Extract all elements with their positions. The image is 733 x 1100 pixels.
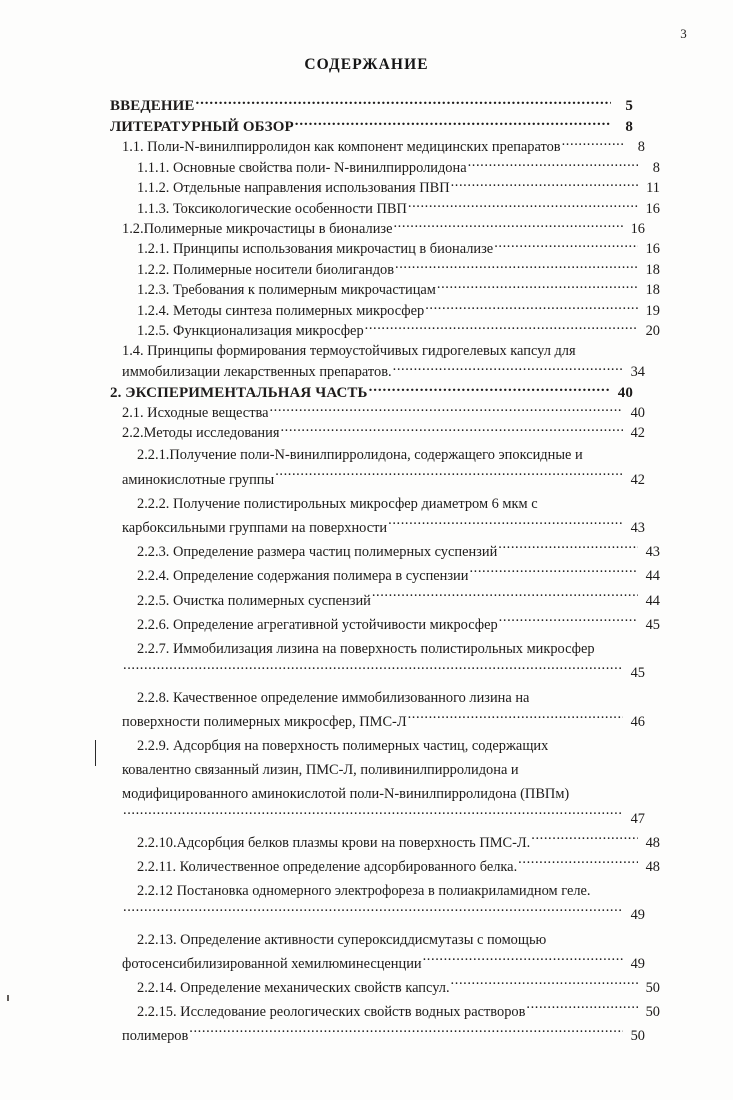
toc-entry-label: фотосенсибилизированной хемилюминесценции (122, 955, 422, 972)
toc-entry-page-number: 18 (645, 261, 660, 278)
toc-entry[interactable] (110, 321, 660, 341)
toc-entry-page-number: 44 (645, 568, 660, 585)
toc-entry-label: 2.2.13. Определение активности супероксиддисмутазы с помощью (137, 931, 547, 948)
toc-entry[interactable] (110, 976, 660, 1000)
page-title: СОДЕРЖАНИЕ (304, 56, 429, 73)
toc-dot-leader (395, 259, 638, 273)
toc-entry-label: 2.2.4. Определение содержания полимера в суспензии (137, 568, 469, 585)
toc-entry-page-number: 50 (645, 1004, 660, 1021)
toc-dot-leader (596, 639, 659, 653)
toc-entry-page-number: 11 (646, 180, 660, 197)
toc-entry[interactable] (110, 807, 645, 831)
toc-entry-label: аминокислотные группы (122, 471, 275, 488)
toc-dot-leader (584, 445, 659, 459)
scan-speck (7, 995, 9, 1001)
toc-dot-leader (531, 832, 638, 846)
toc-entry[interactable] (110, 280, 660, 300)
toc-dot-leader (372, 590, 638, 604)
toc-dot-leader (468, 157, 638, 171)
toc-entry[interactable] (110, 928, 660, 952)
toc-entry[interactable] (110, 492, 660, 516)
toc-entry-label: 2.2.12 Постановка одномерного электрофореза в полиакриламидном геле. (137, 883, 591, 900)
toc-dot-leader (189, 1026, 623, 1040)
toc-entry-page-number: 34 (630, 363, 645, 380)
toc-dot-leader (570, 784, 644, 798)
toc-entry[interactable] (110, 403, 645, 423)
toc-entry-page-number: 42 (630, 471, 645, 488)
toc-entry-page-number: 48 (645, 834, 660, 851)
toc-dot-leader (388, 518, 623, 532)
toc-entry-page-number: 44 (645, 592, 660, 609)
toc-entry[interactable] (110, 219, 645, 239)
toc-dot-leader (499, 615, 638, 629)
toc-entry[interactable] (110, 710, 645, 734)
toc-entry-page-number: 43 (645, 544, 660, 561)
toc-entry[interactable] (110, 589, 660, 613)
toc-entry[interactable] (110, 516, 645, 540)
toc-entry[interactable] (110, 855, 660, 879)
toc-entry-label: 1.2.5. Функционализация микросфер (137, 322, 364, 339)
toc-entry-page-number: 8 (625, 119, 633, 135)
toc-dot-leader (520, 760, 644, 774)
toc-entry[interactable] (110, 879, 660, 903)
toc-entry-label: ЛИТЕРАТУРНЫЙ ОБЗОР (110, 119, 294, 135)
toc-dot-leader (526, 1002, 638, 1016)
toc-entry[interactable] (110, 137, 645, 157)
toc-entry[interactable] (110, 259, 660, 279)
toc-entry-page-number: 48 (645, 858, 660, 875)
toc-entry-label: 2.2.11. Количественное определение адсорбированного белка. (137, 858, 518, 875)
toc-entry[interactable] (110, 157, 660, 177)
toc-dot-leader (123, 905, 623, 919)
toc-dot-leader (451, 978, 638, 992)
toc-entry-label: 1.2.3. Требования к полимерным микрочастицам (137, 282, 436, 299)
toc-entry[interactable] (110, 423, 645, 443)
toc-entry-page-number: 16 (645, 200, 660, 217)
toc-dot-leader (295, 116, 611, 131)
toc-entry[interactable] (110, 95, 633, 116)
toc-entry-page-number: 42 (630, 425, 645, 442)
toc-entry-label: 2.2.6. Определение агрегативной устойчивости микросфер (137, 616, 498, 633)
toc-entry-label: 1.2.1. Принципы использования микрочастиц в бионализе (137, 241, 494, 258)
toc-entry[interactable] (110, 1000, 660, 1024)
toc-entry-label: 2.2.1.Получение поли-N-винилпирролидона, содержащего эпоксидные и (137, 447, 583, 464)
toc-entry[interactable] (110, 443, 660, 467)
toc-entry-label: 1.4. Принципы формирования термоустойчивых гидрогелевых капсул для (122, 343, 576, 360)
toc-dot-leader (280, 423, 623, 437)
toc-entry[interactable] (110, 361, 645, 381)
toc-entry[interactable] (110, 382, 633, 403)
toc-entry-page-number: 43 (630, 520, 645, 537)
toc-dot-leader (408, 711, 623, 725)
toc-entry-page-number: 16 (645, 241, 660, 258)
toc-entry-label: 2.2.Методы исследования (122, 425, 280, 442)
toc-entry-label: ВВЕДЕНИЕ (110, 98, 195, 114)
toc-entry[interactable] (110, 734, 660, 758)
toc-entry-page-number: 45 (630, 665, 645, 682)
toc-dot-leader (369, 382, 611, 397)
toc-dot-leader (539, 493, 659, 507)
toc-entry[interactable] (110, 564, 660, 588)
toc-entry-label: 1.1. Поли-N-винилпирролидон как компонент медицинских препаратов (122, 139, 561, 156)
toc-dot-leader (592, 881, 660, 895)
toc-entry-label: иммобилизации лекарственных препаратов. (122, 363, 392, 380)
toc-entry-label: 2.2.2. Получение полистирольных микросфер диаметром 6 мкм с (137, 495, 538, 512)
toc-entry-label: 2.2.8. Качественное определение иммобилизованного лизина на (137, 689, 530, 706)
toc-entry-page-number: 40 (630, 405, 645, 422)
toc-entry[interactable] (110, 637, 660, 661)
toc-entry-page-number: 47 (630, 810, 645, 827)
toc-entry[interactable] (110, 661, 645, 685)
toc-dot-leader (275, 469, 623, 483)
table-of-contents (110, 95, 660, 1049)
toc-entry-label: 1.2.4. Методы синтеза полимерных микросфер (137, 302, 425, 319)
toc-entry-label: модифицированного аминокислотой поли-N-винилпирролидона (ПВПм) (122, 786, 570, 803)
toc-entry[interactable] (110, 178, 660, 198)
toc-entry-page-number: 50 (630, 1028, 645, 1045)
toc-dot-leader (577, 341, 644, 355)
toc-entry-page-number: 8 (637, 139, 645, 156)
toc-entry[interactable] (110, 613, 660, 637)
toc-entry-label: 2.2.5. Очистка полимерных суспензий (137, 592, 371, 609)
toc-entry[interactable] (110, 468, 645, 492)
toc-dot-leader (195, 95, 611, 110)
toc-entry[interactable] (110, 198, 660, 218)
toc-entry-label: 1.1.2. Отдельные направления использования ПВП (137, 180, 450, 197)
toc-entry-page-number: 18 (645, 282, 660, 299)
toc-entry-page-number: 5 (625, 98, 633, 114)
toc-dot-leader (423, 953, 623, 967)
toc-dot-leader (562, 137, 623, 151)
toc-dot-leader (549, 736, 659, 750)
toc-entry[interactable] (110, 903, 645, 927)
toc-dot-leader (451, 178, 638, 192)
toc-entry-label: 2.2.7. Иммобилизация лизина на поверхность полистирольных микросфер (137, 641, 595, 658)
toc-dot-leader (408, 198, 638, 212)
toc-entry-page-number: 20 (645, 322, 660, 339)
toc-dot-leader (393, 219, 623, 233)
toc-dot-leader (530, 687, 659, 701)
toc-dot-leader (498, 542, 638, 556)
toc-entry-page-number: 49 (630, 955, 645, 972)
toc-dot-leader (393, 361, 623, 375)
toc-entry[interactable] (110, 1024, 645, 1048)
toc-dot-leader (437, 280, 638, 294)
toc-entry-label: 2.1. Исходные вещества (122, 405, 269, 422)
toc-entry[interactable] (110, 831, 660, 855)
toc-entry[interactable] (110, 758, 645, 782)
toc-dot-leader (123, 808, 623, 822)
toc-entry[interactable] (110, 341, 645, 361)
toc-dot-leader (365, 321, 638, 335)
toc-entry-page-number: 46 (630, 713, 645, 730)
toc-dot-leader (518, 857, 638, 871)
toc-dot-leader (494, 239, 638, 253)
toc-entry-label: 2. ЭКСПЕРИМЕНТАЛЬНАЯ ЧАСТЬ (110, 384, 368, 401)
toc-dot-leader (269, 403, 623, 417)
toc-entry-label: 2.2.15. Исследование реологических свойств водных растворов (137, 1004, 526, 1021)
toc-entry-label: ковалентно связанный лизин, ПМС-Л, поливинилпирролидона и (122, 762, 519, 779)
margin-change-bar (95, 740, 96, 766)
toc-entry-label: 1.1.1. Основные свойства поли- N-винилпирролидона (137, 159, 467, 176)
toc-entry-page-number: 49 (630, 907, 645, 924)
toc-dot-leader (547, 929, 659, 943)
toc-entry-label: 1.1.3. Токсикологические особенности ПВП (137, 200, 407, 217)
toc-entry[interactable] (110, 686, 660, 710)
toc-entry-label: 1.2.Полимерные микрочастицы в бионализе (122, 220, 393, 237)
toc-entry[interactable] (110, 300, 660, 320)
toc-entry-label: 2.2.3. Определение размера частиц полимерных суспензий (137, 544, 498, 561)
toc-dot-leader (425, 300, 638, 314)
toc-entry[interactable] (110, 116, 633, 137)
toc-entry-label: полимеров (122, 1028, 189, 1045)
toc-entry[interactable] (110, 952, 645, 976)
toc-entry[interactable] (110, 782, 645, 806)
toc-entry-page-number: 16 (630, 220, 645, 237)
toc-dot-leader (469, 566, 638, 580)
toc-entry-label: 1.2.2. Полимерные носители биолигандов (137, 261, 395, 278)
toc-entry-page-number: 8 (652, 159, 660, 176)
toc-entry-page-number: 45 (645, 616, 660, 633)
toc-entry-label: 2.2.14. Определение механических свойств капсул. (137, 979, 450, 996)
toc-entry-label: 2.2.10.Адсорбция белков плазмы крови на поверхность ПМС-Л. (137, 834, 531, 851)
toc-dot-leader (123, 663, 623, 677)
toc-entry[interactable] (110, 540, 660, 564)
toc-entry-page-number: 50 (645, 979, 660, 996)
page-number: 3 (680, 26, 687, 41)
toc-entry-page-number: 40 (617, 384, 633, 401)
toc-entry-label: поверхности полимерных микросфер, ПМС-Л (122, 713, 407, 730)
toc-entry-label: 2.2.9. Адсорбция на поверхность полимерных частиц, содержащих (137, 737, 549, 754)
toc-entry[interactable] (110, 239, 660, 259)
toc-entry-page-number: 19 (645, 302, 660, 319)
toc-entry-label: карбоксильными группами на поверхности (122, 520, 388, 537)
